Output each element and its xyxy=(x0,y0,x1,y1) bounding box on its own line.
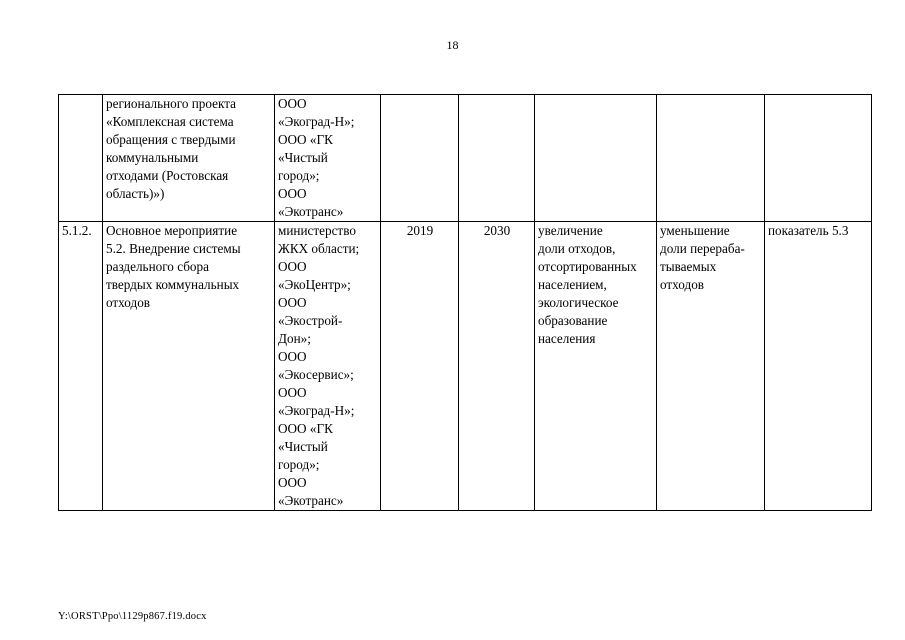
cell-measure-name: Основное мероприятие 5.2. Внедрение системы раздельного сбора твердых коммунальных отходов xyxy=(103,222,275,511)
cell-indicator xyxy=(765,95,872,222)
cell-consequence: уменьшение доли перераба- тываемых отходов xyxy=(657,222,765,511)
cell-number xyxy=(59,95,103,222)
cell-expected-result: увеличение доли отходов, отсортированных населением, экологическое образование населения xyxy=(535,222,657,511)
table-row xyxy=(59,95,872,222)
cell-start-year xyxy=(381,95,459,222)
measures-table xyxy=(58,94,872,511)
cell-end-year: 2030 xyxy=(459,222,535,511)
cell-executor: ООО «Экоград-Н»; ООО «ГК «Чистый город»; ООО «Экотранс» xyxy=(275,95,381,222)
footer-file-path: Y:\ORST\Ppo\1129p867.f19.docx xyxy=(58,611,207,622)
table-row xyxy=(59,222,872,511)
page-number: 18 xyxy=(446,38,459,52)
cell-end-year xyxy=(459,95,535,222)
cell-executor: министерство ЖКХ области; ООО «ЭкоЦентр»; ООО «Экострой- Дон»; ООО «Экосервис»; ООО «Экоград-Н»; ООО «ГК «Чистый город»; ООО «Экотранс» xyxy=(275,222,381,511)
cell-number: 5.1.2. xyxy=(59,222,103,511)
cell-start-year: 2019 xyxy=(381,222,459,511)
cell-measure-name: регионального проекта «Комплексная система обращения с твердыми коммунальными отходами (Ростовская область)») xyxy=(103,95,275,222)
cell-expected-result xyxy=(535,95,657,222)
cell-consequence xyxy=(657,95,765,222)
cell-indicator: показатель 5.3 xyxy=(765,222,872,511)
